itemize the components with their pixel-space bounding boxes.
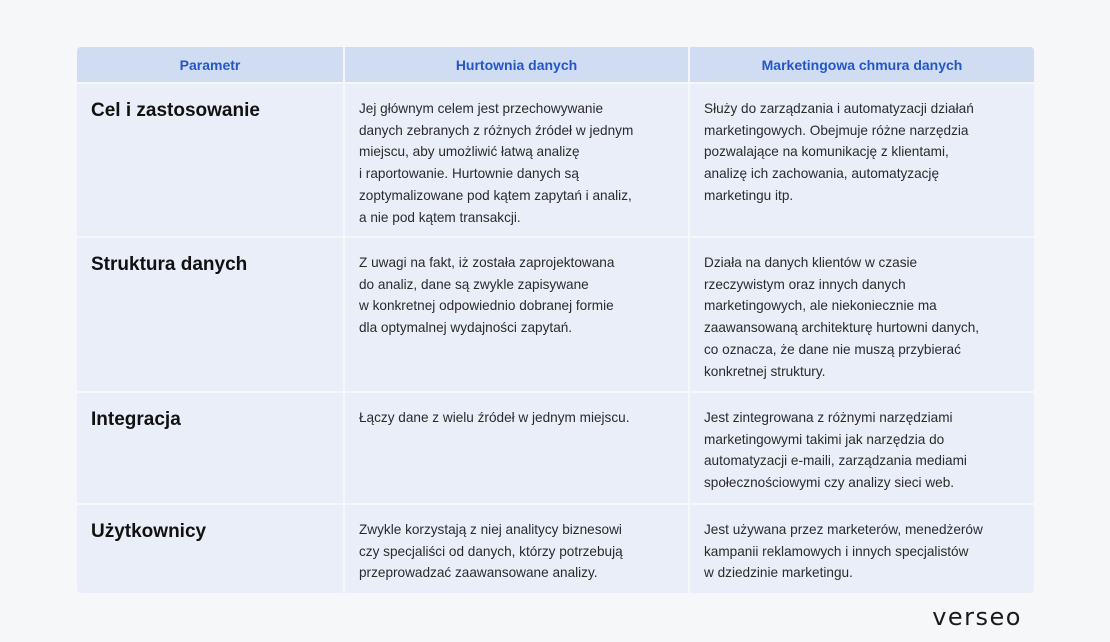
header-marketingowa-chmura: Marketingowa chmura danych [690, 47, 1034, 82]
row-struktura-cloud: Działa na danych klientów w czasie rzeczywistym oraz innych danych marketingowych, ale niekoniecznie ma zaawansowaną architekturę hurtowni danych, co oznacza, że dane nie muszą przybierać konkretnej struktury. [690, 238, 1034, 391]
row-uzytkownicy-param: Użytkownicy [77, 505, 343, 593]
comparison-table [77, 47, 1034, 593]
row-cel-param: Cel i zastosowanie [77, 84, 343, 236]
row-uzytkownicy-warehouse: Zwykle korzystają z niej analitycy biznesowi czy specjaliści od danych, którzy potrzebują przeprowadzać zaawansowane analizy. [345, 505, 688, 593]
row-integracja-cloud: Jest zintegrowana z różnymi narzędziami marketingowymi takimi jak narzędzia do automatyzacji e-maili, zarządzania mediami społecznościowymi czy analizy sieci web. [690, 393, 1034, 503]
header-parametr: Parametr [77, 47, 343, 82]
row-cel-warehouse: Jej głównym celem jest przechowywanie danych zebranych z różnych źródeł w jednym miejscu, aby umożliwić łatwą analizę i raportowanie. Hurtownie danych są zoptymalizowane pod kątem zapytań i analiz, a nie pod kątem transakcji. [345, 84, 688, 236]
row-integracja-warehouse: Łączy dane z wielu źródeł w jednym miejscu. [345, 393, 688, 503]
row-uzytkownicy-cloud: Jest używana przez marketerów, menedżerów kampanii reklamowych i innych specjalistów w dziedzinie marketingu. [690, 505, 1034, 593]
row-integracja-param: Integracja [77, 393, 343, 503]
header-hurtownia-danych: Hurtownia danych [345, 47, 688, 82]
verseo-logo: verseo [932, 603, 1022, 631]
row-struktura-warehouse: Z uwagi na fakt, iż została zaprojektowana do analiz, dane są zwykle zapisywane w konkretnej odpowiednio dobranej formie dla optymalnej wydajności zapytań. [345, 238, 688, 391]
row-struktura-param: Struktura danych [77, 238, 343, 391]
row-cel-cloud: Służy do zarządzania i automatyzacji działań marketingowych. Obejmuje różne narzędzia pozwalające na komunikację z klientami, analizę ich zachowania, automatyzację marketingu itp. [690, 84, 1034, 236]
